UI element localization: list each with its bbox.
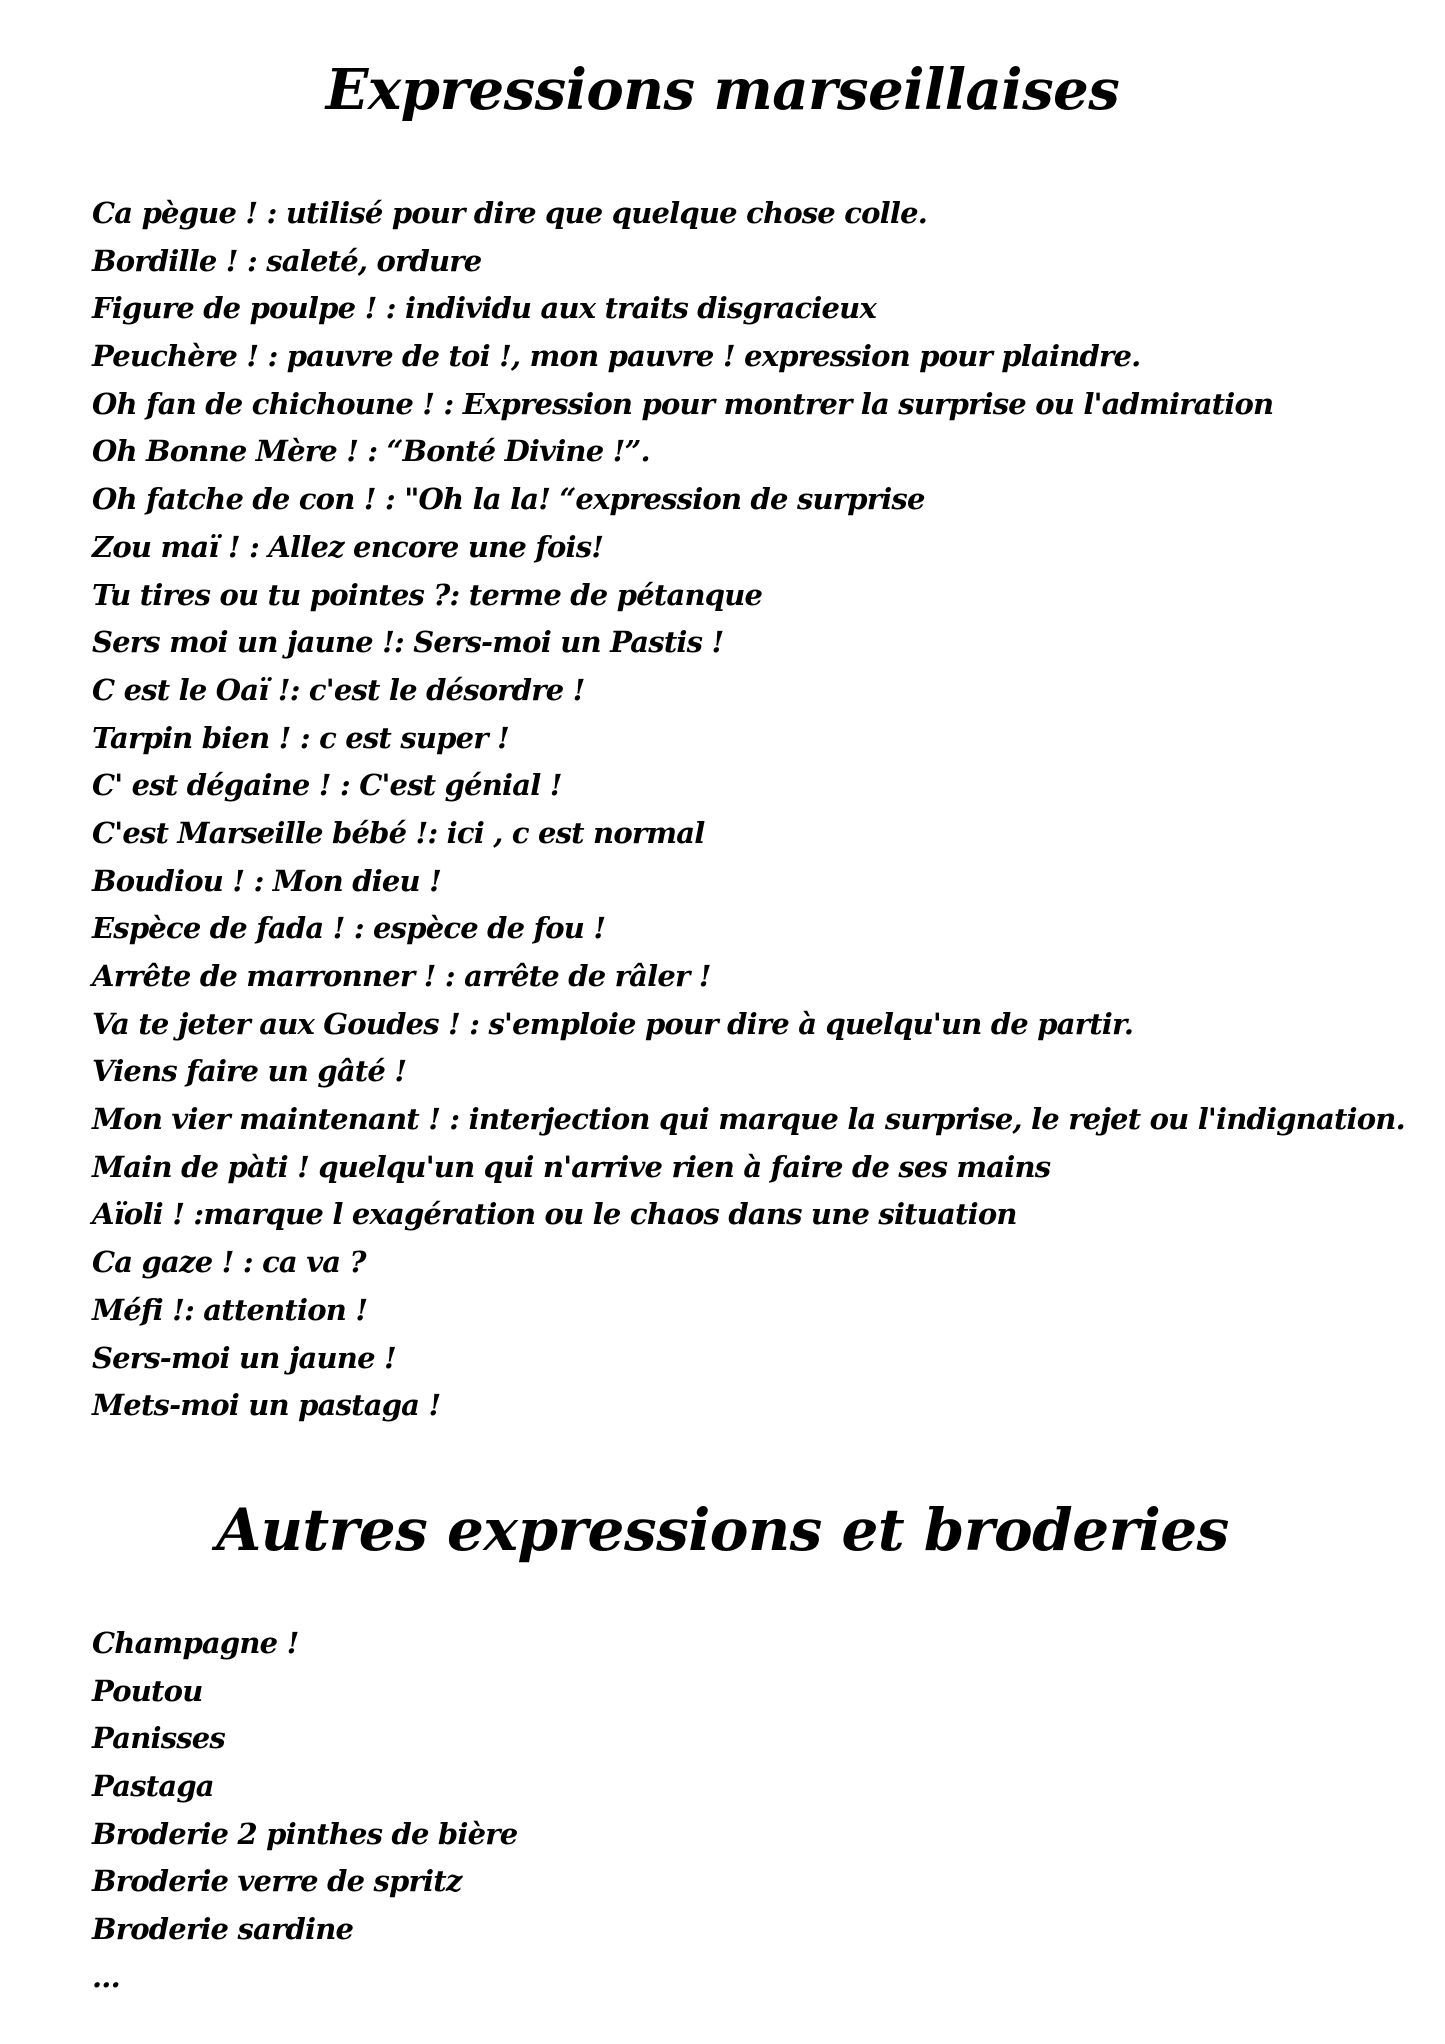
list-item: Tu tires ou tu pointes ?: terme de pétanque — [92, 577, 763, 612]
list-item: Peuchère ! : pauvre de toi !, mon pauvre ! expression pour plaindre. — [92, 339, 1141, 374]
list-item: Va te jeter aux Goudes ! : s'emploie pour dire à quelqu'un de partir. — [92, 1006, 1134, 1041]
list-item: Ca pègue ! : utilisé pour dire que quelque chose colle. — [92, 196, 928, 230]
list-item: C'est Marseille bébé !: ici , c est normal — [92, 815, 705, 850]
list-item: Boudiou ! : Mon dieu ! — [92, 863, 442, 898]
list-item: C' est dégaine ! : C'est génial ! — [92, 768, 562, 803]
list-item: Zou maï ! : Allez encore une fois! — [92, 529, 604, 564]
list-item: Méfi !: attention ! — [92, 1292, 368, 1327]
list-item: Espèce de fada ! : espèce de fou ! — [92, 911, 606, 946]
list-item: Arrête de marronner ! : arrête de râler ! — [92, 959, 711, 993]
list-item: Panisses — [92, 1721, 225, 1756]
list-item: ... — [92, 1959, 120, 1994]
list-item: Poutou — [92, 1673, 203, 1708]
list-item: Ca gaze ! : ca va ? — [92, 1245, 366, 1280]
list-item: Oh fatche de con ! : "Oh la la! “expression de surprise — [92, 482, 925, 517]
expressions-list — [92, 190, 1405, 1430]
section-title-autres-expressions: Autres expressions et broderies — [216, 1496, 1229, 1564]
list-item: Broderie verre de spritz — [92, 1864, 462, 1899]
list-item: Main de pàti ! quelqu'un qui n'arrive rien à faire de ses mains — [92, 1149, 1051, 1184]
list-item: Mets-moi un pastaga ! — [92, 1388, 441, 1423]
list-item: Tarpin bien ! : c est super ! — [92, 720, 509, 755]
list-item: Pastaga — [92, 1769, 214, 1804]
list-item: Figure de poulpe ! : individu aux traits disgracieux — [92, 291, 876, 326]
list-item: Champagne ! — [92, 1626, 299, 1660]
list-item: Broderie sardine — [92, 1912, 354, 1947]
broderies-list — [92, 1620, 517, 2002]
list-item: Oh Bonne Mère ! : “Bonté Divine !”. — [92, 434, 650, 469]
list-item: Mon vier maintenant ! : interjection qui marque la surprise, le rejet ou l'indignation. — [92, 1102, 1405, 1137]
list-item: Aïoli ! :marque l exagération ou le chaos dans une situation — [92, 1197, 1017, 1232]
list-item: Bordille ! : saleté, ordure — [92, 243, 482, 278]
list-item: Broderie 2 pinthes de bière — [92, 1816, 518, 1851]
list-item: Viens faire un gâté ! — [92, 1054, 407, 1089]
list-item: C est le Oaï !: c'est le désordre ! — [92, 672, 585, 707]
list-item: Oh fan de chichoune ! : Expression pour montrer la surprise ou l'admiration — [92, 386, 1274, 421]
list-item: Sers moi un jaune !: Sers-moi un Pastis ! — [92, 625, 724, 660]
list-item: Sers-moi un jaune ! — [92, 1340, 396, 1375]
section-title-expressions-marseillaises: Expressions marseillaises — [325, 57, 1120, 123]
